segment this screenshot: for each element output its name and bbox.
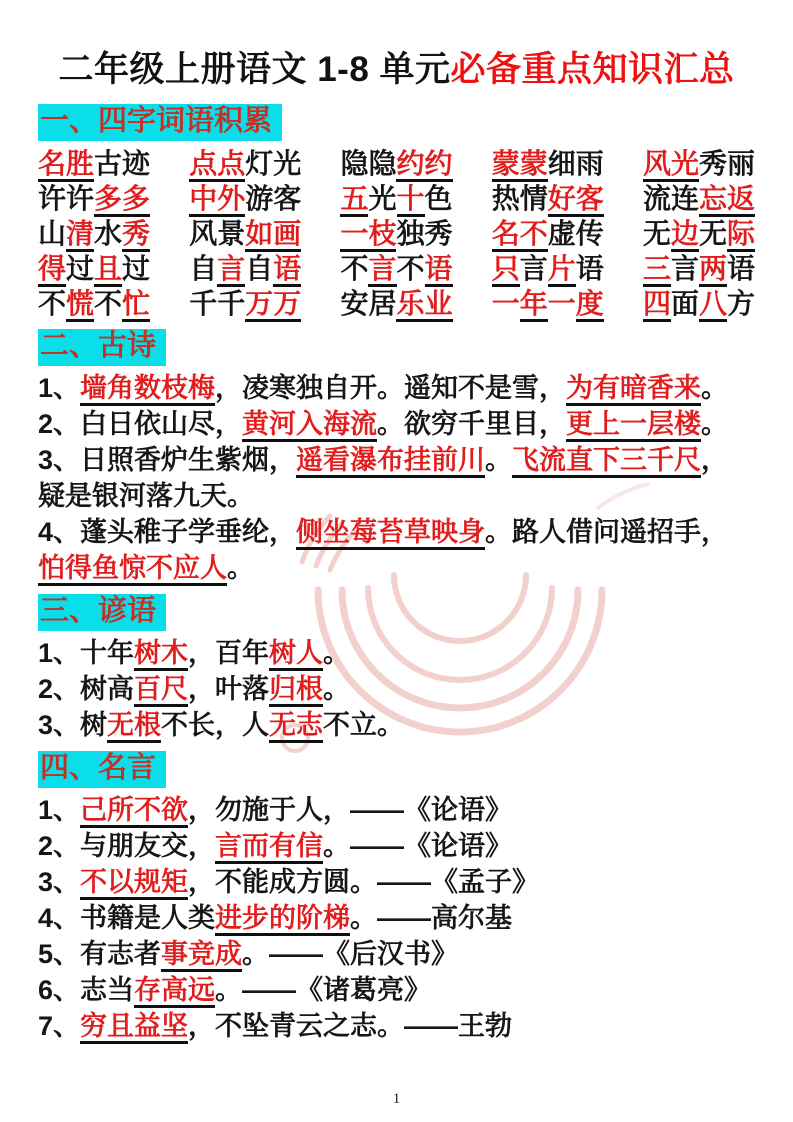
text-segment: 细雨: [547, 148, 604, 179]
text-segment: 古迹: [94, 148, 151, 179]
idiom: [340, 216, 452, 251]
text-segment: 6、志当: [38, 975, 135, 1005]
text-line: [38, 671, 755, 707]
key-term: 慌: [66, 288, 94, 322]
key-term: 归根: [269, 674, 323, 707]
key-term: 际: [727, 218, 755, 252]
text-segment: 不: [340, 253, 369, 284]
text-segment: 自: [189, 253, 218, 284]
text-segment: 流连: [642, 183, 699, 214]
text-segment: 语: [726, 253, 755, 284]
key-term: 言: [368, 253, 396, 287]
text-line: [38, 936, 755, 972]
key-term: 好客: [548, 183, 604, 217]
text-segment: 3、: [38, 867, 81, 897]
key-term: 一枝: [340, 218, 396, 252]
text-segment: 灯光: [245, 148, 302, 179]
key-term: 侧坐莓苔草映身: [296, 517, 485, 550]
idiom: [189, 181, 301, 216]
text-segment: 5、有志者: [38, 939, 162, 969]
section-1: [38, 96, 755, 321]
text-segment: 过: [122, 253, 151, 284]
key-term: 遥看瀑布挂前川: [296, 445, 485, 478]
section-heading: 一、四字词语积累: [38, 104, 282, 141]
idiom: [340, 286, 452, 321]
text-line: [38, 864, 755, 900]
text-segment: ，百年: [188, 638, 270, 668]
idiom: [38, 286, 150, 321]
idiom: [38, 181, 150, 216]
idiom-row: [38, 216, 755, 251]
text-segment: 。: [227, 553, 254, 583]
text-segment: 语: [575, 253, 604, 284]
text-segment: 1、: [38, 795, 81, 825]
idiom: [189, 286, 301, 321]
key-term: 八: [699, 288, 727, 322]
key-term: 约约: [396, 148, 452, 182]
key-term: 名胜: [38, 148, 94, 182]
key-term: 飞流直下三千尺: [512, 445, 701, 478]
text-segment: 一: [491, 288, 520, 319]
key-term: 无志: [269, 710, 323, 743]
text-segment: 千千: [189, 288, 246, 319]
text-segment: 水: [94, 218, 123, 249]
key-term: 风光: [643, 148, 699, 182]
key-term: 两: [699, 253, 727, 287]
idiom: [189, 146, 301, 181]
key-term: 四: [643, 288, 671, 322]
idiom: [340, 181, 452, 216]
text-segment: 不: [38, 288, 67, 319]
key-term: 点点: [189, 148, 245, 182]
idiom-row: [38, 146, 755, 181]
section-heading: 四、名言: [38, 751, 166, 788]
text-line: [38, 828, 755, 864]
text-segment: 无: [698, 218, 727, 249]
key-term: 存高远: [134, 975, 215, 1008]
key-term: 怕得鱼惊不应人: [38, 553, 227, 586]
text-segment: 。——《诸葛亮》: [215, 975, 432, 1005]
text-segment: 。: [323, 674, 351, 704]
text-segment: 。: [485, 445, 513, 475]
key-term: 十: [397, 183, 425, 217]
text-segment: 虚传: [547, 218, 604, 249]
text-segment: 无: [642, 218, 671, 249]
text-segment: 。: [701, 373, 729, 403]
text-segment: 热情: [491, 183, 548, 214]
text-segment: 。——《论语》: [323, 831, 513, 861]
idiom: [643, 146, 755, 181]
text-segment: 山: [38, 218, 67, 249]
text-segment: 方: [726, 288, 755, 319]
idiom-row: [38, 181, 755, 216]
idiom-grid: [38, 146, 755, 321]
text-line: [38, 972, 755, 1008]
text-segment: 不长，人: [161, 710, 270, 740]
idiom: [38, 146, 150, 181]
text-segment: 1、: [38, 373, 81, 403]
idiom: [492, 181, 604, 216]
sections-container: [0, 92, 793, 1044]
page-number: 1: [392, 1091, 401, 1107]
text-line: [38, 514, 755, 586]
idiom-row: [38, 286, 755, 321]
key-term: 且: [94, 253, 122, 287]
text-segment: ，凌寒独自开。遥知不是雪，: [215, 373, 567, 403]
text-segment: 2、与朋友交，: [38, 831, 216, 861]
text-segment: ，疑是银河落九天。: [38, 445, 729, 511]
text-line: [38, 370, 755, 406]
text-segment: 风景: [189, 218, 246, 249]
key-term: 蒙蒙: [492, 148, 548, 182]
text-line: [38, 635, 755, 671]
key-term: 树木: [134, 638, 188, 671]
text-segment: 独秀: [396, 218, 453, 249]
key-term: 边: [671, 218, 699, 252]
key-term: 五: [340, 183, 368, 217]
key-term: 穷且益坚: [80, 1011, 188, 1044]
text-segment: 2、树高: [38, 674, 135, 704]
text-line: [38, 792, 755, 828]
text-segment: 许许: [38, 183, 95, 214]
text-segment: 面: [670, 288, 699, 319]
key-term: 言而有信: [215, 831, 323, 864]
key-term: 更上一层楼: [566, 409, 701, 442]
text-line: [38, 442, 755, 514]
key-term: 言: [217, 253, 245, 287]
text-segment: 1、十年: [38, 638, 135, 668]
text-line: [38, 707, 755, 743]
key-term: 为有暗香来: [566, 373, 701, 406]
text-segment: 秀丽: [698, 148, 755, 179]
key-term: 名不: [492, 218, 548, 252]
text-segment: 言: [670, 253, 699, 284]
idiom: [492, 286, 604, 321]
text-segment: 言: [519, 253, 548, 284]
section-3: [38, 586, 755, 743]
text-segment: 过: [66, 253, 95, 284]
text-segment: 游客: [245, 183, 302, 214]
text-segment: 3、树: [38, 710, 108, 740]
text-segment: 4、蓬头稚子学垂纶，: [38, 517, 297, 547]
text-segment: 不立。: [323, 710, 405, 740]
idiom: [189, 216, 301, 251]
text-segment: 隐隐: [340, 148, 397, 179]
text-segment: 。——《后汉书》: [242, 939, 459, 969]
key-term: 语: [273, 253, 301, 287]
key-term: 己所不欲: [80, 795, 188, 828]
text-segment: 7、: [38, 1011, 81, 1041]
text-segment: 。: [701, 409, 729, 439]
text-segment: 4、书籍是人类: [38, 903, 216, 933]
text-segment: 安居: [340, 288, 397, 319]
key-term: 只: [492, 253, 520, 287]
idiom: [492, 251, 604, 286]
key-term: 片: [548, 253, 576, 287]
text-segment: 。——高尔基: [350, 903, 513, 933]
text-segment: 光: [368, 183, 397, 214]
key-term: 无根: [107, 710, 161, 743]
text-line: [38, 1008, 755, 1044]
text-segment: 。欲穷千里目，: [377, 409, 567, 439]
key-term: 百尺: [134, 674, 188, 707]
text-segment: ，勿施于人，——《论语》: [188, 795, 513, 825]
text-segment: ，叶落: [188, 674, 270, 704]
text-segment: ，不能成方圆。——《孟子》: [188, 867, 540, 897]
section-2: [38, 321, 755, 586]
key-term: 进步的阶梯: [215, 903, 350, 936]
page-title: [0, 0, 793, 92]
text-line: [38, 900, 755, 936]
idiom: [38, 216, 150, 251]
idiom: [643, 216, 755, 251]
text-segment: 自: [245, 253, 274, 284]
key-term: 三: [643, 253, 671, 287]
title-black-part: 二年级上册语文 1-8 单元: [58, 50, 451, 89]
text-segment: ，不坠青云之志。——王勃: [188, 1011, 513, 1041]
key-term: 忘返: [699, 183, 755, 217]
key-term: 忙: [122, 288, 150, 322]
idiom: [492, 146, 604, 181]
idiom: [643, 181, 755, 216]
key-term: 语: [425, 253, 453, 287]
text-segment: 一: [547, 288, 576, 319]
key-term: 万万: [245, 288, 301, 322]
text-line: [38, 406, 755, 442]
text-segment: 不: [396, 253, 425, 284]
key-term: 不以规矩: [80, 867, 188, 900]
key-term: 清: [66, 218, 94, 252]
idiom: [340, 146, 452, 181]
idiom: [340, 251, 452, 286]
text-segment: 。路人借问遥招手，: [485, 517, 729, 547]
key-term: 多多: [94, 183, 150, 217]
idiom: [643, 286, 755, 321]
text-segment: 。: [323, 638, 351, 668]
key-term: 黄河入海流: [242, 409, 377, 442]
key-term: 秀: [122, 218, 150, 252]
idiom: [38, 251, 150, 286]
key-term: 乐业: [396, 288, 452, 322]
text-segment: 不: [94, 288, 123, 319]
title-red-part: 必备重点知识汇总: [450, 50, 735, 89]
idiom: [189, 251, 301, 286]
key-term: 中外: [189, 183, 245, 217]
key-term: 度: [576, 288, 604, 322]
idiom: [492, 216, 604, 251]
text-segment: 2、白日依山尽，: [38, 409, 243, 439]
section-heading: 三、谚语: [38, 594, 166, 631]
key-term: 墙角数枝梅: [80, 373, 215, 406]
text-segment: 3、日照香炉生紫烟，: [38, 445, 297, 475]
key-term: 年: [520, 288, 548, 322]
key-term: 树人: [269, 638, 323, 671]
key-term: 事竞成: [161, 939, 242, 972]
section-heading: 二、古诗: [38, 329, 166, 366]
text-segment: 色: [424, 183, 453, 214]
section-4: [38, 743, 755, 1044]
idiom-row: [38, 251, 755, 286]
key-term: 如画: [245, 218, 301, 252]
idiom: [643, 251, 755, 286]
key-term: 得: [38, 253, 66, 287]
